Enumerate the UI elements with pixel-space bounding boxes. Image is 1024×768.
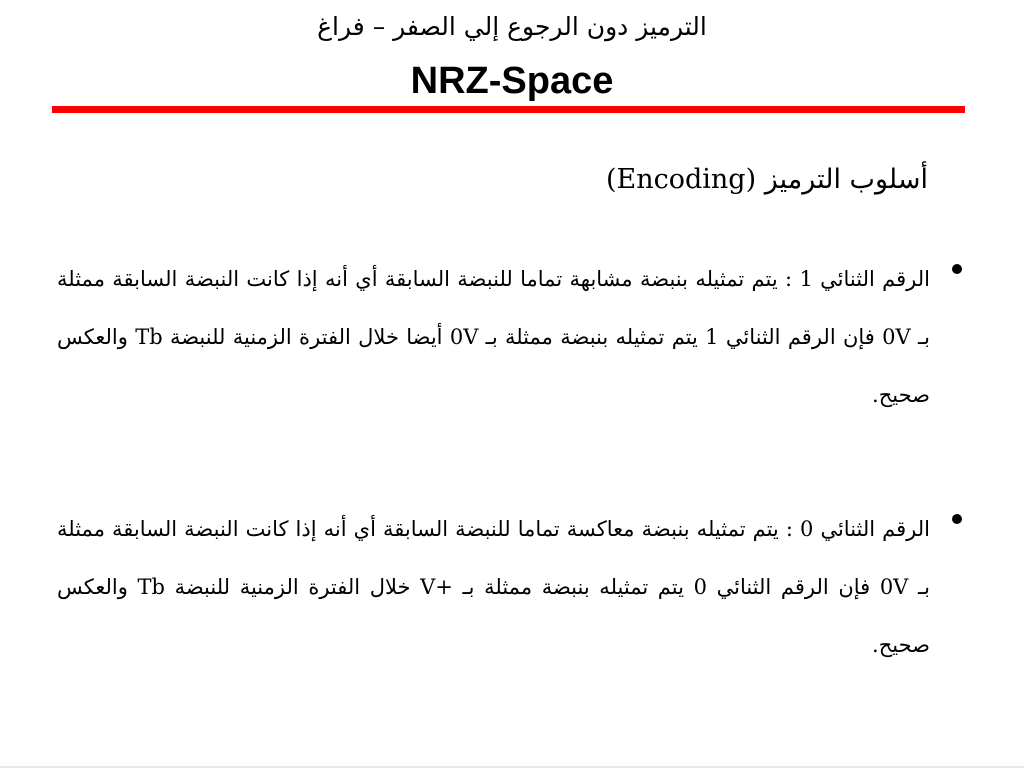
bullet-dot-icon xyxy=(952,264,962,274)
bullet-item-binary-one xyxy=(57,250,962,424)
slide-title-english: NRZ-Space xyxy=(410,60,614,102)
bullet-text: الرقم الثنائي 1 : يتم تمثيله بنبضة مشابهة تماما للنبضة السابقة أي أنه إذا كانت النبضة السابقة ممثلة بـ 0V فإن الرقم الثنائي 1 يتم تمثيله بنبضة ممثلة بـ 0V أيضا خلال الفترة الزمنية للنبضة Tb والعكس صحيح. xyxy=(57,267,930,407)
bullet-text: الرقم الثنائي 0 : يتم تمثيله بنبضة معاكسة تماما للنبضة السابقة أي أنه إذا كانت النبضة السابقة ممثلة بـ 0V فإن الرقم الثنائي 0 يتم تمثيله بنبضة ممثلة بـ +V خلال الفترة الزمنية للنبضة Tb والعكس صحيح. xyxy=(57,517,930,657)
title-divider xyxy=(52,106,965,113)
bullet-item-binary-zero xyxy=(57,500,962,674)
slide-title-arabic: الترميز دون الرجوع إلي الصفر – فراغ xyxy=(317,12,707,41)
bullet-dot-icon xyxy=(952,514,962,524)
section-heading: أسلوب الترميز (Encoding) xyxy=(605,164,928,195)
